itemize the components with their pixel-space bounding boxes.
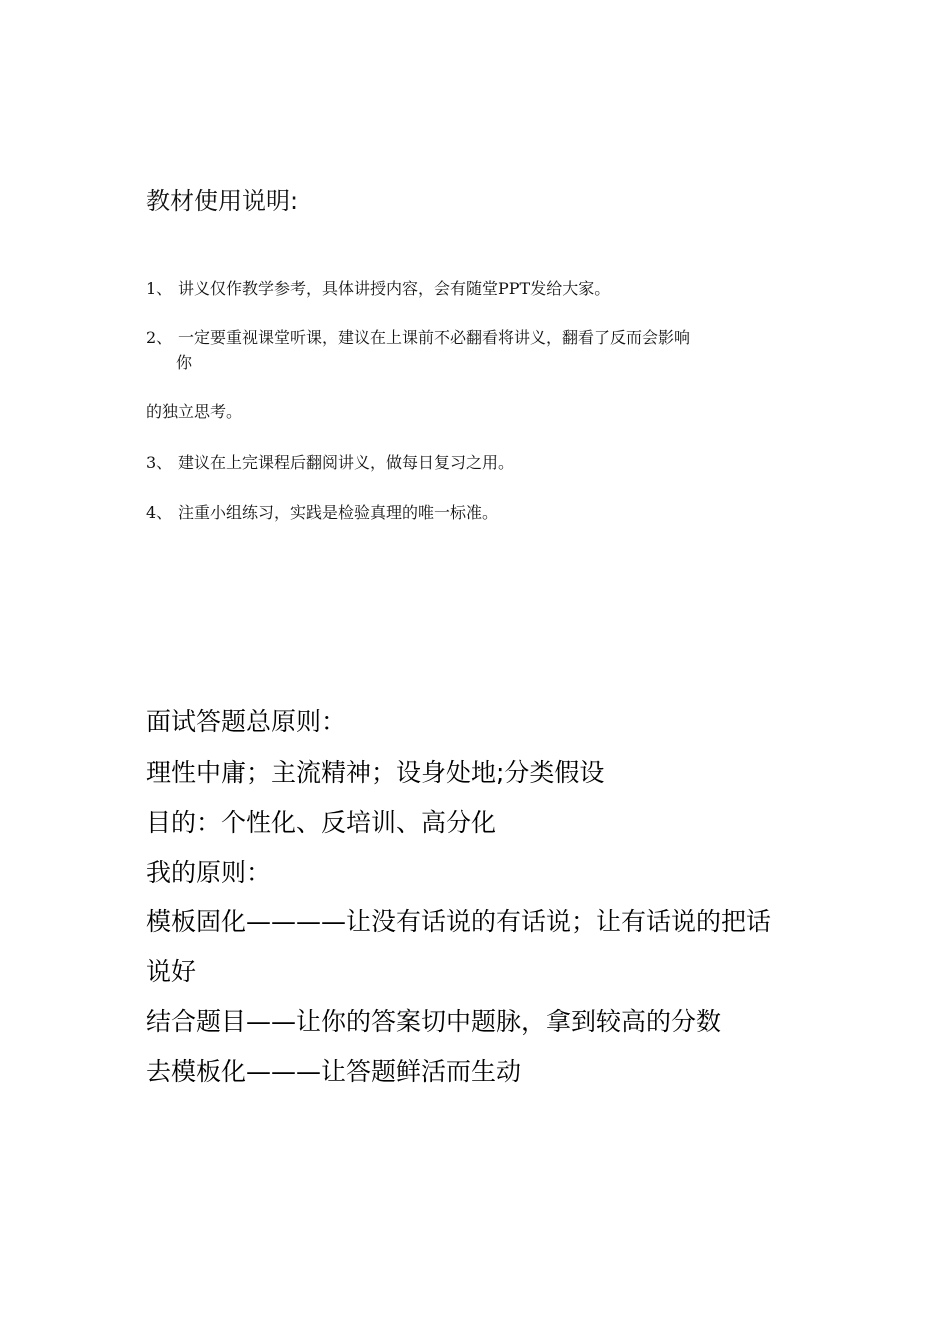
item-text: 建议在上完课程后翻阅讲义，做每日复习之用。 [178,453,515,472]
usage-item-4 [146,502,498,524]
item-text: 注重小组练习，实践是检验真理的唯一标准。 [178,503,499,522]
usage-item-2 [146,327,690,349]
template-line-wrap: 说好 [146,957,197,986]
usage-title: 教材使用说明: [146,187,299,215]
item-number: 4、 [146,503,173,522]
detemplate-line: 去模板化———让答题鲜活而生动 [146,1057,522,1086]
combine-topic-line: 结合题目——让你的答案切中题脉，拿到较高的分数 [146,1007,722,1036]
item-number: 2、 [146,328,173,347]
principles-line: 理性中庸；主流精神；设身处地;分类假设 [146,758,605,787]
item-number: 3、 [146,453,173,472]
item-text: 一定要重视课堂听课，建议在上课前不必翻看将讲义，翻看了反而会影响 [178,328,691,347]
principles-heading: 面试答题总原则： [146,707,347,736]
item-number: 1、 [146,279,173,298]
purpose-line: 目的：个性化、反培训、高分化 [146,808,497,837]
usage-item-1 [146,278,610,300]
my-principles-heading: 我的原则： [146,858,272,887]
usage-item-2-wrap: 你 [176,353,193,372]
usage-item-2-continuation: 的独立思考。 [146,402,243,421]
usage-item-3 [146,452,514,474]
template-line: 模板固化————让没有话说的有话说；让有话说的把话 [146,907,772,936]
item-text: 讲义仅作教学参考，具体讲授内容，会有随堂PPT发给大家。 [178,279,611,298]
